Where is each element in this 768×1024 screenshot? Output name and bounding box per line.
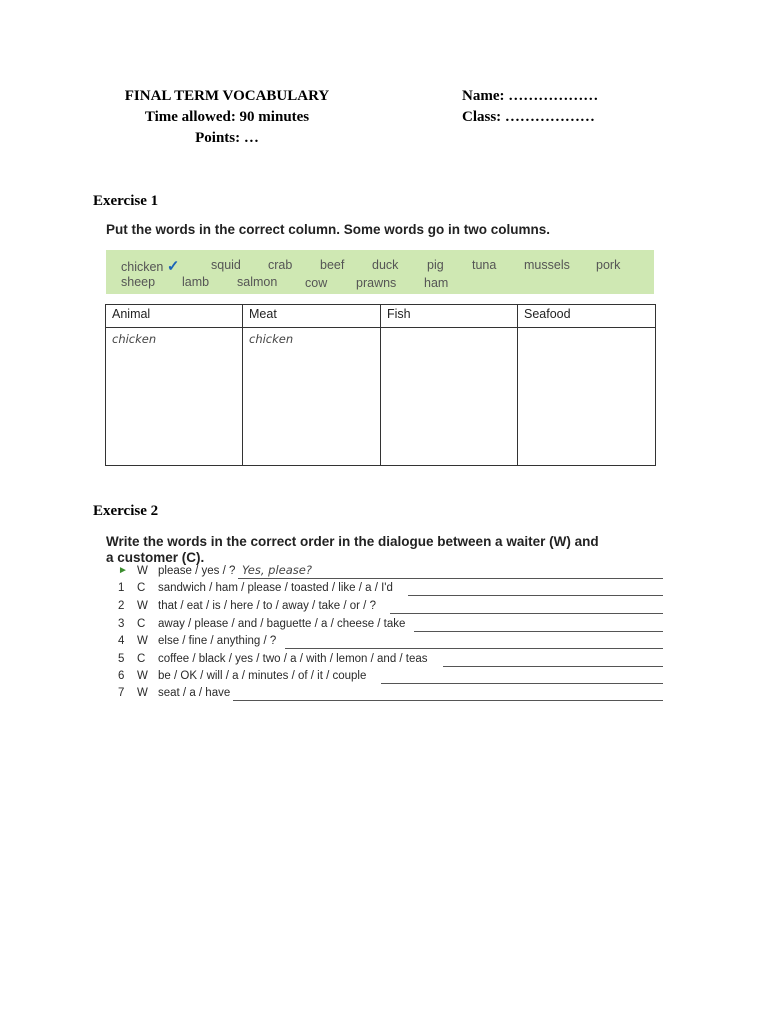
word-bank-word: pork: [596, 258, 621, 272]
word-bank-word: ham: [424, 276, 449, 290]
check-mark-icon: ✓: [166, 258, 180, 275]
word-bank-word: lamb: [182, 275, 210, 289]
word-bank-word: mussels: [524, 258, 570, 272]
exam-title: FINAL TERM VOCABULARY: [124, 88, 330, 104]
word-bank-word: squid: [211, 258, 241, 272]
name-field: Name: ………………: [462, 88, 599, 104]
dialogue-speaker: C: [137, 653, 146, 665]
word-bank-word: cow: [305, 276, 328, 290]
dialogue-line: [118, 582, 663, 599]
answer-line[interactable]: [390, 613, 663, 614]
dialogue-number: 4: [118, 635, 125, 647]
dialogue-speaker: W: [137, 565, 148, 577]
example-arrow-icon: ►: [118, 565, 128, 576]
dialogue-speaker: C: [137, 618, 146, 630]
exam-header-left: [96, 86, 358, 149]
word-bank-word: pig: [427, 258, 444, 272]
dialogue-line: [118, 687, 663, 704]
points-field: Points: …: [195, 130, 259, 146]
dialogue-prompt: away / please / and / baguette / a / cheese / take: [158, 618, 406, 630]
word-bank-word: crab: [268, 258, 293, 272]
exercise-2-instruction-line-1: Write the words in the correct order in the dialogue between a waiter (W) and: [106, 534, 599, 549]
dialogue-number: 7: [118, 687, 125, 699]
dialogue-number: 3: [118, 618, 125, 630]
column-header-meat: Meat: [243, 305, 381, 328]
dialogue-prompt: coffee / black / yes / two / a / with / lemon / and / teas: [158, 653, 428, 665]
dialogue-prompt: seat / a / have: [158, 687, 231, 699]
dialogue-line: [118, 670, 663, 687]
time-allowed: Time allowed: 90 minutes: [144, 109, 310, 125]
class-field: Class: ………………: [462, 109, 595, 125]
column-header-seafood: Seafood: [518, 305, 656, 328]
dialogue-number: 1: [118, 582, 125, 594]
answer-line[interactable]: [238, 578, 663, 579]
answer-cell-animal[interactable]: chicken: [106, 328, 243, 466]
dialogue-line: [118, 618, 663, 635]
word-bank-word: duck: [372, 258, 399, 272]
word-bank-word: prawns: [356, 276, 397, 290]
word-bank-word: beef: [320, 258, 345, 272]
word-bank: [106, 250, 654, 294]
answer-line[interactable]: [443, 666, 663, 667]
answer-line[interactable]: [233, 700, 663, 701]
dialogue-speaker: W: [137, 635, 148, 647]
dialogue-line-example: [118, 565, 663, 582]
dialogue-line: [118, 653, 663, 670]
dialogue-speaker: W: [137, 600, 148, 612]
dialogue-line: [118, 635, 663, 652]
food-category-table: [105, 304, 656, 466]
dialogue-number: 2: [118, 600, 125, 612]
answer-cell-meat[interactable]: chicken: [243, 328, 381, 466]
exercise-2-instruction-line-2: a customer (C).: [106, 550, 205, 565]
word-bank-word: salmon: [237, 275, 278, 289]
answer-line[interactable]: [381, 683, 663, 684]
table-row: [106, 328, 656, 466]
exercise-2-instruction: [106, 534, 599, 566]
dialogue-prompt: else / fine / anything / ?: [158, 635, 277, 647]
answer-line[interactable]: [285, 648, 663, 649]
table-header-row: [106, 305, 656, 328]
exercise-1-instruction: Put the words in the correct column. Some words go in two columns.: [106, 222, 551, 237]
answer-line[interactable]: [408, 595, 663, 596]
exercise-2-title: Exercise 2: [93, 503, 159, 519]
word-bank-word: tuna: [472, 258, 497, 272]
dialogue-speaker: W: [137, 670, 148, 682]
dialogue-prompt: please / yes / ?: [158, 565, 236, 577]
dialogue-prompt: be / OK / will / a / minutes / of / it / couple: [158, 670, 367, 682]
dialogue-number: 6: [118, 670, 125, 682]
answer-cell-seafood[interactable]: [518, 328, 656, 466]
dialogue-prompt: that / eat / is / here / to / away / take / or / ?: [158, 600, 376, 612]
dialogue-prompt: sandwich / ham / please / toasted / like / a / I'd: [158, 582, 393, 594]
exercise-1-title: Exercise 1: [93, 193, 159, 209]
exam-header-right: [462, 86, 622, 128]
dialogue-line: [118, 600, 663, 617]
dialogue-number: 5: [118, 653, 125, 665]
word-bank-word: chicken ✓: [121, 258, 180, 275]
word-bank-word: sheep: [121, 275, 156, 289]
column-header-animal: Animal: [106, 305, 243, 328]
answer-cell-fish[interactable]: [381, 328, 518, 466]
dialogue-speaker: C: [137, 582, 146, 594]
column-header-fish: Fish: [381, 305, 518, 328]
answer-line[interactable]: [414, 631, 663, 632]
dialogue-answer: Yes, please?: [242, 563, 312, 577]
dialogue-speaker: W: [137, 687, 148, 699]
